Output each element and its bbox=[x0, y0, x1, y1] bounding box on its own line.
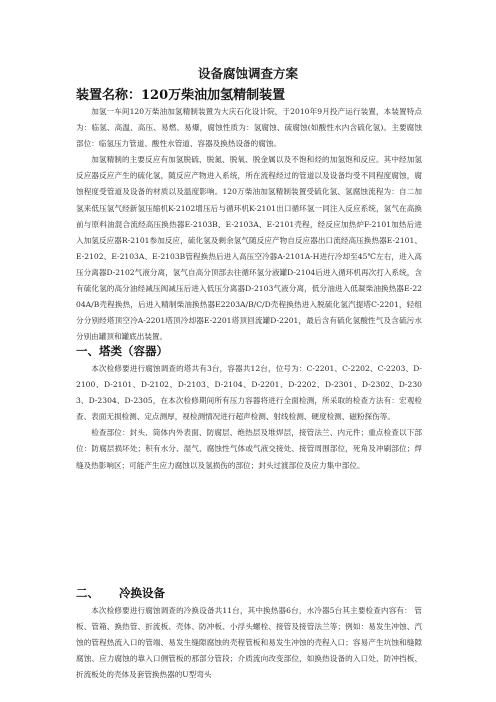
document-title: 设备腐蚀调查方案 bbox=[197, 66, 298, 81]
intro-paragraph-2: 加氢精制的主要反应有加氢脱硫、脱氮、脱氧、脱金属以及不饱和烃的加氢饱和反应。其中经加氢反应器反应产生的硫化氢，随反应产物进入系统，所在流程经过的管道以及设备均受不同程度腐蚀，腐蚀程度受管道及设备的材质以及温度影响。120万柴油加氢精制装置受硫化氢、氢腐蚀流程为：自二加氢来低压氢气经新氢压缩机K-2102增压后与循环机K-2101出口循环氢一同注入反应系统，氢气在高换前与原料油混合流经高压换热器E-2103B、E-2103A、E-2101壳程，经反应加热炉F-2101加热后进入加氢反应器R-2101参加反应，硫化氢及剩余氢气随反应产物自反应器出口流经高压换热器E-2101、E-2102、E-2103A、E-2103B管程换热后进入高压空冷器A-2101A-H进行冷却至45℃左右，进入高压分离器D-2102气液分离，氢气自高分顶部去往循环氢分液罐D-2104后进入循环机再次打入系统，含有硫化氢的高分油经减压阀减压后进入低压分离器D-2103气液分离，低分油进入低凝柴油换热器E-2204A/B壳程换热，后进入精制柴油换热器E2203A/B/C/D壳程换热进入脱硫化氢汽提塔C-2201，轻组分分别经塔顶空冷A-2201塔顶冷却器E-2201塔顶回流罐D-2201，最后含有硫化氢酸性气及含硫污水分别由罐顶和罐底出装置。 bbox=[76, 155, 422, 342]
section-2-heading-text: 冷换设备 bbox=[119, 586, 165, 600]
section-2-body bbox=[76, 603, 422, 683]
section-1-body bbox=[76, 361, 422, 474]
section-2-heading bbox=[76, 585, 165, 601]
intro-section bbox=[76, 104, 422, 345]
section-1-paragraph-2: 检查部位：封头、筒体内外表面、防腐层、绝热层及堆焊层，接管法兰、内元件；重点检查以下部位：防腐层损坏处；积有水分、湿气、腐蚀性气体或气液交接处、接管周围部位，死角及冲刷部位；焊缝及热影响区；可能产生应力腐蚀以及氢损伤的部位；封头过渡部位及应力集中部位。 bbox=[76, 428, 422, 470]
section-2-heading-number: 二、 bbox=[76, 586, 99, 600]
section-2-paragraph-1: 本次检修要进行腐蚀调查的冷换设备共11台，其中换热器6台，水冷器5台其主要检查内容有： 管板、管箱、换热管、折流板、壳体、防冲板、小浮头螺栓、接管及接管法兰等；例如：易发生冲蚀、汽蚀的管程热流入口的管端、易发生缝隙腐蚀的壳程管板和易发生冲蚀的壳程入口；容易产生坑蚀和缝隙腐蚀、应力腐蚀的靠入口侧管板的那部分管段；介质流向改变部位，如换热设备的入口处、防冲挡板、折流板处的壳体及套管换热器的U型弯头 bbox=[76, 606, 422, 680]
device-heading: 装置名称：120万柴油加氢精制装置 bbox=[76, 88, 286, 103]
section-1-paragraph-1: 本次检修要进行腐蚀调查的塔共有3台，容器共12台，位号为：C-2201、C-2202、C-2203、D-2100、D-2101、D-2102、D-2103、D-2104、D-2201、D-2202、D-2301、D-2302、D-2303、D-2304、D-2305，在本次检修期间所有压力容器将进行全面检测，所采取的检查方法有：宏观检查、表面无损检测、定点测厚，视检测情况进行超声检测、射线检测、硬度检测、磁粉探伤等。 bbox=[76, 364, 423, 422]
section-1-heading: 一、塔类（容器） bbox=[76, 344, 168, 358]
intro-paragraph-1: 加氢一车间120万柴油加氢精制装置为大庆石化设计院，于2010年9月投产运行装置，本装置特点为：临氢、高温、高压、易燃、易爆，腐蚀性质为：氢腐蚀、硫腐蚀(如酸性水内含硫化氢)。主要腐蚀部位：临氢压力管道、酸性水管道、容器及换热设备的腐蚀。 bbox=[76, 107, 422, 149]
